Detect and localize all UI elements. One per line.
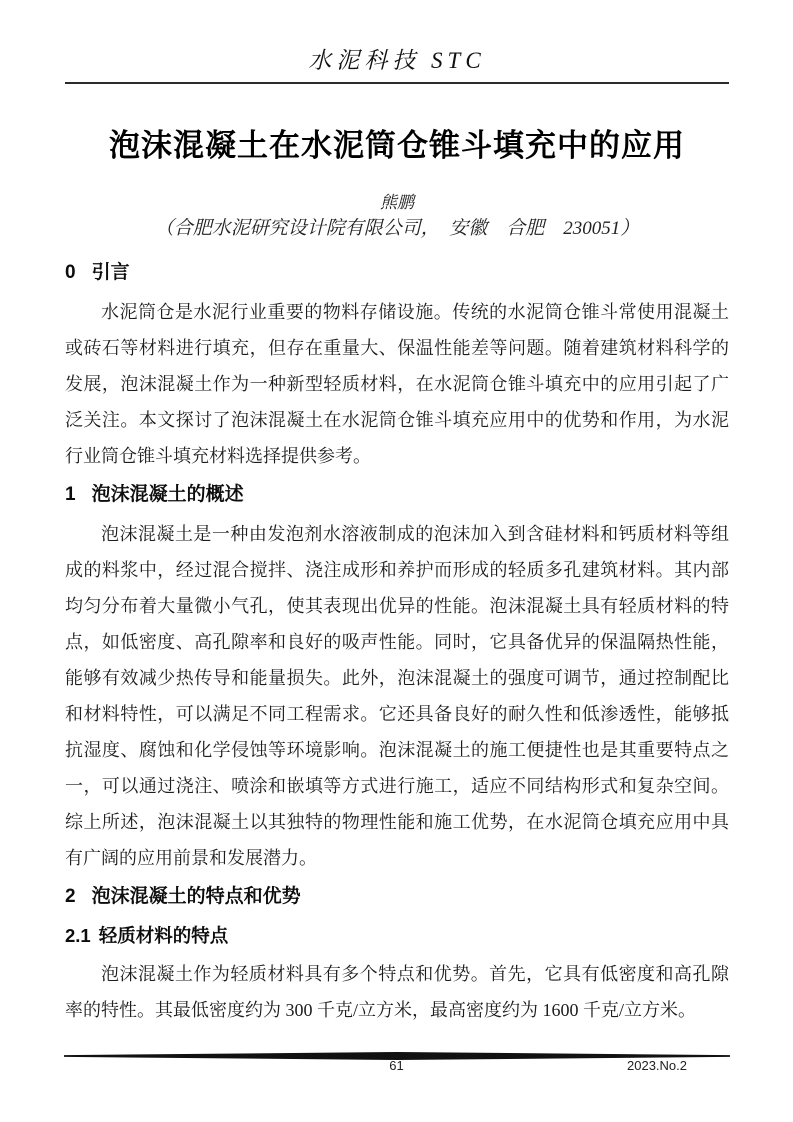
footer-tapered-rule [64, 1047, 730, 1055]
section-number: 1 [65, 484, 76, 505]
section-0-paragraph: 水泥筒仓是水泥行业重要的物料存储设施。传统的水泥筒仓锥斗常使用混凝土或砖石等材料进行填充，但存在重量大、保温性能差等问题。随着建筑材料科学的发展，泡沫混凝土作为一种新型轻质材料，在水泥筒仓锥斗填充中的应用引起了广泛关注。本文探讨了泡沫混凝土在水泥筒仓锥斗填充应用中的优势和作用，为水泥行业筒仓锥斗填充材料选择提供参考。 [65, 302, 729, 466]
section-number: 0 [65, 262, 76, 283]
section-heading-0 [65, 258, 729, 288]
section-heading-2 [65, 882, 729, 912]
article-author: 熊鹏 [380, 193, 414, 212]
subsection-number: 2.1 [65, 925, 91, 946]
subsection-2-1-paragraph: 泡沫混凝土作为轻质材料具有多个特点和优势。首先，它具有低密度和高孔隙率的特性。其最低密度约为 300 千克/立方米，最高密度约为 1600 千克/立方米。 [65, 964, 729, 1020]
footer-issue-label: 2023.No.2 [627, 1058, 687, 1073]
subsection-heading-2-1 [65, 922, 729, 950]
section-title: 泡沫混凝土的概述 [91, 484, 244, 505]
section-title: 泡沫混凝土的特点和优势 [91, 886, 301, 907]
journal-masthead: 水泥科技 STC [65, 0, 729, 84]
section-1-paragraph: 泡沫混凝土是一种由发泡剂水溶液制成的泡沫加入到含硅材料和钙质材料等组成的料浆中，经过混合搅拌、浇注成形和养护而形成的轻质多孔建筑材料。其内部均匀分布着大量微小气孔，使其表现出优异的性能。泡沫混凝土具有轻质材料的特点，如低密度、高孔隙率和良好的吸声性能。同时，它具备优异的保温隔热性能，能够有效减少热传导和能量损失。此外，泡沫混凝土的强度可调节，通过控制配比和材料特性，可以满足不同工程需求。它还具备良好的耐久性和低渗透性，能够抵抗湿度、腐蚀和化学侵蚀等环境影响。泡沫混凝土的施工便捷性也是其重要特点之一，可以通过浇注、喷涂和嵌填等方式进行施工，适应不同结构形式和复杂空间。综上所述，泡沫混凝土以其独特的物理性能和施工优势，在水泥筒仓填充应用中具有广阔的应用前景和发展潜力。 [65, 524, 729, 868]
section-title: 引言 [91, 262, 130, 283]
article-title: 泡沫混凝土在水泥筒仓锥斗填充中的应用 [109, 128, 685, 163]
section-number: 2 [65, 886, 76, 907]
section-heading-1 [65, 480, 729, 510]
article-affiliation: （合肥水泥研究设计院有限公司， 安徽 合肥 230051） [154, 218, 640, 239]
footer-page-number: 61 [389, 1058, 404, 1073]
subsection-title: 轻质材料的特点 [98, 925, 229, 946]
